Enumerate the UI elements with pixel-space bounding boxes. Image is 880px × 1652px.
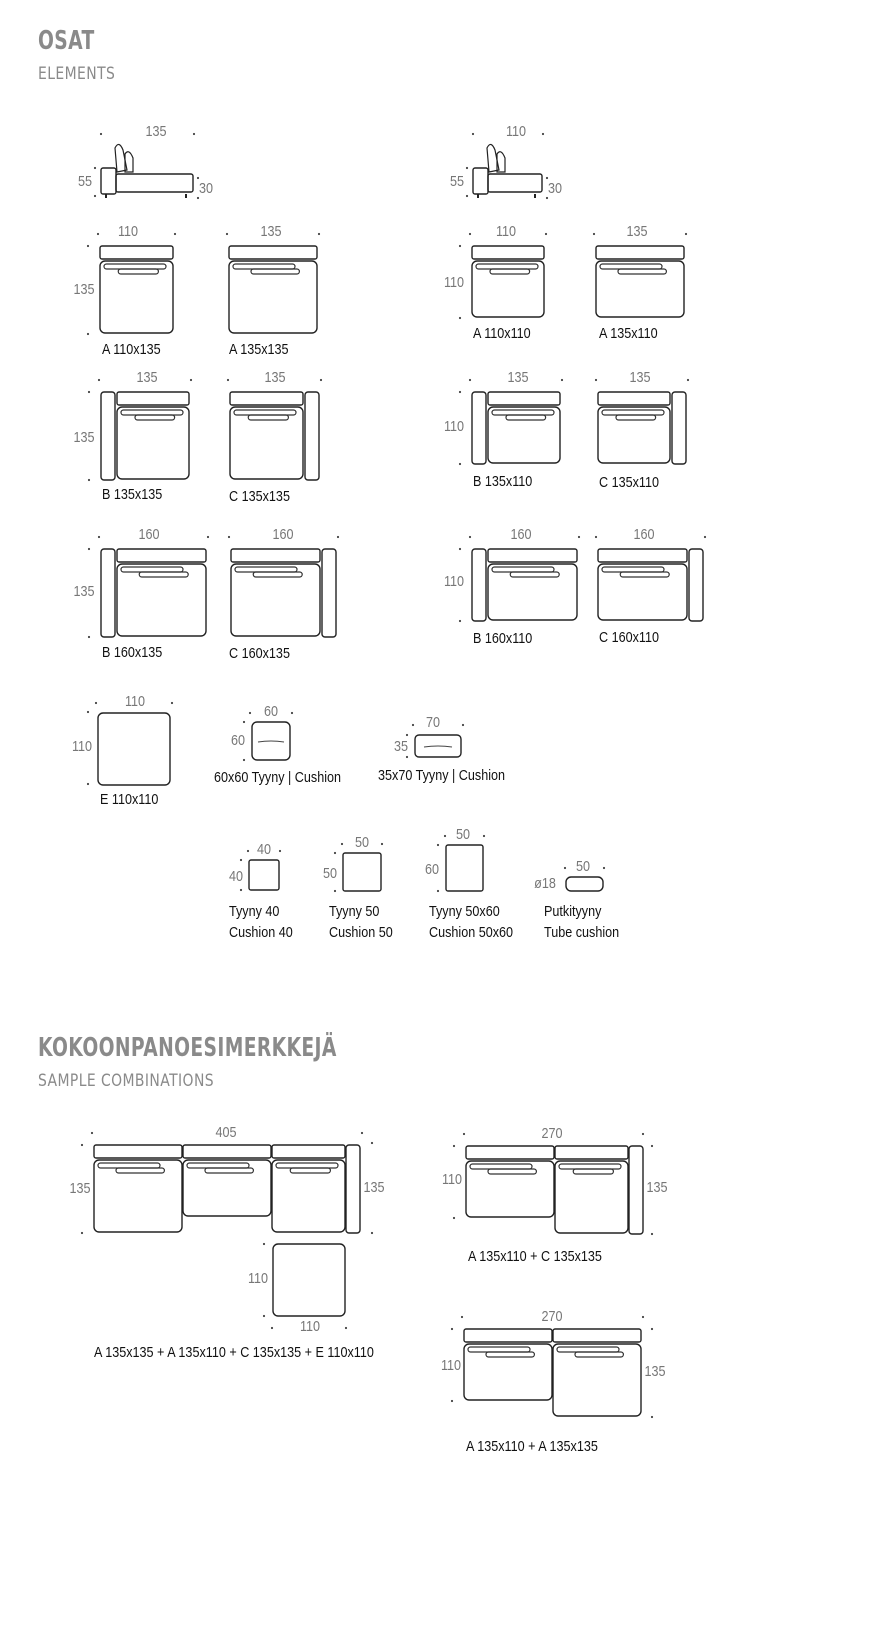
- module-width-dimension: 135: [264, 369, 286, 386]
- dimension-dot: [197, 177, 199, 179]
- module-a-110x135: [87, 233, 176, 335]
- dimension-dot: [240, 859, 242, 861]
- small-cushion-width-dimension: 50: [455, 826, 471, 843]
- dimension-dot: [240, 889, 242, 891]
- section-subtitle-elements: ELEMENTS: [38, 64, 116, 84]
- module-c-160x135: [228, 536, 339, 637]
- back-cushion-roll: [559, 1164, 621, 1169]
- backrest-rail: [488, 392, 560, 405]
- dimension-dot: [228, 536, 230, 538]
- backrest-rail: [117, 392, 189, 405]
- combination-label: A 135x110 + A 135x135: [466, 1438, 598, 1455]
- module-width-dimension: 110: [117, 223, 139, 240]
- combination-label: A 135x110 + C 135x135: [468, 1248, 602, 1265]
- small-cushion-3: [437, 835, 485, 892]
- armrest: [472, 549, 486, 621]
- cushion-height-dimension: 35: [393, 738, 409, 755]
- dimension-dot: [444, 835, 446, 837]
- dimension-dot: [100, 133, 102, 135]
- module-label: C 135x110: [599, 474, 660, 491]
- dimension-dot: [279, 850, 281, 852]
- seat-cushion: [100, 261, 173, 333]
- dimension-dot: [406, 756, 408, 758]
- back-cushion-roll: [506, 415, 546, 420]
- backrest-rail: [555, 1146, 628, 1159]
- dimension-dot: [469, 536, 471, 538]
- dimension-dot: [94, 195, 96, 197]
- back-cushion-roll: [135, 415, 175, 420]
- combination-3: [451, 1316, 653, 1418]
- backrest-rail: [598, 392, 670, 405]
- dimension-dot: [459, 463, 461, 465]
- dimension-dot: [88, 391, 90, 393]
- back-cushion-roll: [492, 567, 554, 572]
- module-c-135x135: [227, 379, 322, 480]
- back-cushion-roll: [575, 1352, 623, 1357]
- dimension-dot: [453, 1217, 455, 1219]
- side-height-dimension: 55: [449, 173, 465, 190]
- side-width-dimension: 110: [505, 123, 527, 140]
- back-cushion-roll: [98, 1163, 160, 1168]
- backrest-rail: [117, 549, 206, 562]
- module-width-dimension: 135: [507, 369, 529, 386]
- dimension-dot: [463, 1133, 465, 1135]
- module-depth-dimension: 110: [443, 418, 465, 435]
- dimension-dot: [94, 167, 96, 169]
- dimension-dot: [603, 867, 605, 869]
- dimension-dot: [371, 1232, 373, 1234]
- small-cushion-label-en: Cushion 50: [329, 924, 393, 941]
- dimension-dot: [542, 133, 544, 135]
- combination-2: [453, 1133, 653, 1235]
- backrest-rail: [598, 549, 687, 562]
- dimension-dot: [341, 843, 343, 845]
- dimension-dot: [345, 1327, 347, 1329]
- combination-width-dimension: 405: [215, 1124, 237, 1141]
- module-width-dimension: 160: [633, 526, 655, 543]
- small-cushion-height-dimension: 60: [424, 861, 440, 878]
- module-width-dimension: 160: [272, 526, 294, 543]
- backrest-rail: [231, 549, 320, 562]
- back-cushion-roll: [470, 1164, 532, 1169]
- side-seat-dimension: 30: [547, 180, 563, 197]
- module-width-dimension: 135: [626, 223, 648, 240]
- dimension-dot: [263, 1315, 265, 1317]
- small-cushion-label-fi: Tyyny 50x60: [429, 903, 500, 920]
- back-cushion-roll: [600, 264, 662, 269]
- dimension-dot: [197, 197, 199, 199]
- back-cushion-roll: [139, 572, 188, 577]
- cushion-width-dimension: 60: [263, 703, 279, 720]
- armrest: [629, 1146, 643, 1234]
- side-seat-dimension: 30: [198, 180, 214, 197]
- cushion-height-dimension: 60: [230, 732, 246, 749]
- dimension-dot: [361, 1132, 363, 1134]
- ottoman: [98, 713, 170, 785]
- backrest-rail: [100, 246, 173, 259]
- combination-label: A 135x135 + A 135x110 + C 135x135 + E 110x110: [94, 1344, 374, 1361]
- back-cushion-roll: [602, 410, 664, 415]
- backrest-rail: [464, 1329, 552, 1342]
- module-label: A 110x110: [473, 325, 531, 342]
- dimension-dot: [704, 536, 706, 538]
- back-cushion-roll: [510, 572, 559, 577]
- combination-depth-dimension: 135: [69, 1180, 91, 1197]
- module-b-160x135: [88, 536, 209, 638]
- dimension-dot: [651, 1233, 653, 1235]
- side-seat: [116, 174, 193, 192]
- dimension-dot: [437, 890, 439, 892]
- cushion-label: 60x60 Tyyny | Cushion: [214, 769, 342, 786]
- dimension-dot: [483, 835, 485, 837]
- armrest: [672, 392, 686, 464]
- dimension-dot: [263, 1243, 265, 1245]
- module-depth-dimension: 110: [443, 573, 465, 590]
- armrest: [472, 392, 486, 464]
- backrest-rail: [230, 392, 303, 405]
- seat-cushion: [230, 407, 303, 479]
- dimension-dot: [545, 233, 547, 235]
- dimension-dot: [87, 711, 89, 713]
- small-cushion-label-fi: Tyyny 40: [229, 903, 280, 920]
- dimension-dot: [651, 1328, 653, 1330]
- side-seat: [488, 174, 542, 192]
- small-cushion-label-fi: Tyyny 50: [329, 903, 380, 920]
- dimension-dot: [459, 317, 461, 319]
- module-width-dimension: 160: [510, 526, 532, 543]
- seat-cushion: [94, 1160, 182, 1232]
- dimension-dot: [98, 536, 100, 538]
- backrest-rail: [553, 1329, 641, 1342]
- dimension-dot: [334, 852, 336, 854]
- small-cushion-width-dimension: 40: [256, 841, 272, 858]
- dimension-dot: [459, 391, 461, 393]
- dimension-dot: [642, 1133, 644, 1135]
- ottoman-label: E 110x110: [100, 791, 159, 808]
- dimension-dot: [249, 712, 251, 714]
- dimension-dot: [171, 702, 173, 704]
- dimension-dot: [561, 379, 563, 381]
- back-cushion-roll: [620, 572, 669, 577]
- dimension-dot: [243, 721, 245, 723]
- dimension-dot: [88, 548, 90, 550]
- side-view-1: [94, 133, 199, 199]
- small-cushion-label-en: Tube cushion: [544, 924, 620, 941]
- module-width-dimension: 160: [138, 526, 160, 543]
- dimension-dot: [437, 844, 439, 846]
- armrest: [346, 1145, 360, 1233]
- small-cushion-width-dimension: 50: [575, 858, 591, 875]
- backrest-rail: [229, 246, 317, 259]
- dimension-dot: [453, 1145, 455, 1147]
- cushion-width-dimension: 70: [425, 714, 441, 731]
- section-title-elements: OSAT: [38, 26, 95, 56]
- backrest-rail: [596, 246, 684, 259]
- back-cushion-roll: [235, 567, 297, 572]
- module-label: C 160x110: [599, 629, 660, 646]
- dimension-dot: [95, 702, 97, 704]
- ottoman-width-dimension: 110: [299, 1318, 321, 1335]
- backrest-rail: [94, 1145, 182, 1158]
- dimension-dot: [578, 536, 580, 538]
- dimension-dot: [87, 333, 89, 335]
- dimension-dot: [381, 843, 383, 845]
- dimension-dot: [81, 1144, 83, 1146]
- ottoman-width-dimension: 110: [124, 693, 146, 710]
- seat-cushion: [229, 261, 317, 333]
- back-cushion-roll: [121, 567, 183, 572]
- combination-depth-dimension: 135: [644, 1363, 666, 1380]
- combination-1: [81, 1132, 373, 1329]
- small-cushion-label-en: Cushion 50x60: [429, 924, 514, 941]
- cushion-label: 35x70 Tyyny | Cushion: [378, 767, 506, 784]
- dimension-dot: [469, 379, 471, 381]
- module-label: B 135x110: [473, 473, 533, 490]
- back-cushion-roll: [488, 1169, 536, 1174]
- dimension-dot: [466, 167, 468, 169]
- dimension-dot: [81, 1232, 83, 1234]
- armrest: [101, 549, 115, 637]
- dimension-dot: [318, 233, 320, 235]
- dimension-dot: [87, 783, 89, 785]
- module-a-110x110: [459, 233, 547, 319]
- module-depth-dimension: 110: [443, 274, 465, 291]
- module-c-135x110: [595, 379, 689, 464]
- small-cushion-height-dimension: ø18: [534, 875, 556, 892]
- dimension-dot: [459, 548, 461, 550]
- side-back: [101, 168, 116, 194]
- ottoman-e: [87, 702, 173, 785]
- module-b-135x110: [459, 379, 563, 465]
- side-back: [473, 168, 488, 194]
- module-label: C 135x135: [229, 488, 290, 505]
- module-label: B 160x110: [473, 630, 533, 647]
- back-cushion-roll: [104, 264, 166, 269]
- dimension-dot: [174, 233, 176, 235]
- module-a-135x110: [593, 233, 687, 317]
- dimension-dot: [227, 379, 229, 381]
- combination-depth-dimension: 110: [441, 1171, 463, 1188]
- module-depth-dimension: 135: [73, 429, 95, 446]
- section-title-combinations: KOKOONPANOESIMERKKEJÄ: [38, 1033, 337, 1063]
- dimension-dot: [207, 536, 209, 538]
- back-cushion-roll: [573, 1169, 613, 1174]
- backrest-rail: [472, 246, 544, 259]
- module-depth-dimension: 135: [73, 583, 95, 600]
- backrest-rail: [272, 1145, 345, 1158]
- seat-cushion: [553, 1344, 641, 1416]
- backrest-rail: [488, 549, 577, 562]
- module-label: C 160x135: [229, 645, 290, 662]
- combination-depth-dimension: 135: [363, 1179, 385, 1196]
- dimension-dot: [459, 620, 461, 622]
- small-cushion-width-dimension: 50: [354, 834, 370, 851]
- back-cushion-roll: [616, 415, 656, 420]
- armrest: [322, 549, 336, 637]
- seat-cushion: [555, 1161, 628, 1233]
- dimension-dot: [461, 1316, 463, 1318]
- dimension-dot: [243, 759, 245, 761]
- back-cushion-roll: [557, 1347, 619, 1352]
- dimension-dot: [247, 850, 249, 852]
- small-cushion-shape: [249, 860, 279, 890]
- ottoman: [273, 1244, 345, 1316]
- dimension-dot: [685, 233, 687, 235]
- back-cushion-roll: [468, 1347, 530, 1352]
- dimension-dot: [88, 479, 90, 481]
- small-cushion-label-fi: Putkityyny: [544, 903, 602, 920]
- dimension-dot: [462, 724, 464, 726]
- dimension-dot: [595, 536, 597, 538]
- dimension-dot: [97, 233, 99, 235]
- back-cushion-roll: [187, 1163, 249, 1168]
- dimension-dot: [98, 379, 100, 381]
- back-cushion-roll: [205, 1168, 253, 1173]
- dimension-dot: [459, 245, 461, 247]
- dimension-dot: [595, 379, 597, 381]
- module-depth-dimension: 135: [73, 281, 95, 298]
- dimension-dot: [412, 724, 414, 726]
- back-cushion-roll: [476, 264, 538, 269]
- side-width-dimension: 135: [144, 123, 167, 140]
- combination-depth-dimension: 135: [646, 1179, 668, 1196]
- back-cushion-roll: [486, 1352, 534, 1357]
- dimension-dot: [334, 890, 336, 892]
- ottoman-depth-dimension: 110: [247, 1270, 269, 1287]
- dimension-dot: [651, 1145, 653, 1147]
- back-cushion-roll: [618, 269, 666, 274]
- back-cushion-roll: [490, 269, 530, 274]
- combination-depth-dimension: 110: [440, 1357, 462, 1374]
- module-label: A 110x135: [102, 341, 161, 358]
- back-cushion-roll: [121, 410, 183, 415]
- back-cushion-roll: [248, 415, 288, 420]
- seat-cushion: [117, 564, 206, 636]
- back-cushion-roll: [116, 1168, 164, 1173]
- dimension-dot: [337, 536, 339, 538]
- armrest: [689, 549, 703, 621]
- dimension-dot: [226, 233, 228, 235]
- dimension-dot: [406, 734, 408, 736]
- module-label: A 135x110: [599, 325, 658, 342]
- cushion-seam: [258, 741, 284, 742]
- dimension-dot: [291, 712, 293, 714]
- armrest: [305, 392, 319, 480]
- module-width-dimension: 110: [495, 223, 517, 240]
- dimension-dot: [271, 1327, 273, 1329]
- ottoman-depth-dimension: 110: [71, 738, 93, 755]
- small-cushion-height-dimension: 40: [228, 868, 244, 885]
- module-label: B 160x135: [102, 644, 163, 661]
- dimension-dot: [91, 1132, 93, 1134]
- dimension-dot: [564, 867, 566, 869]
- back-cushion-roll: [276, 1163, 338, 1168]
- module-a-135x135: [226, 233, 320, 333]
- module-label: A 135x135: [229, 341, 289, 358]
- armrest: [101, 392, 115, 480]
- small-cushion-label-en: Cushion 40: [229, 924, 293, 941]
- side-view-2: [466, 133, 548, 199]
- small-cushion-shape: [446, 845, 483, 891]
- back-cushion-roll: [118, 269, 158, 274]
- side-height-dimension: 55: [77, 173, 93, 190]
- dimension-dot: [190, 379, 192, 381]
- module-width-dimension: 135: [260, 223, 282, 240]
- seat-cushion: [272, 1160, 345, 1232]
- module-c-160x110: [595, 536, 706, 621]
- dimension-dot: [472, 133, 474, 135]
- dimension-dot: [193, 133, 195, 135]
- module-width-dimension: 135: [629, 369, 651, 386]
- module-width-dimension: 135: [136, 369, 158, 386]
- dimension-dot: [642, 1316, 644, 1318]
- combination-width-dimension: 270: [541, 1308, 563, 1325]
- dimension-dot: [87, 245, 89, 247]
- dimension-dot: [687, 379, 689, 381]
- dimension-dot: [546, 177, 548, 179]
- combination-width-dimension: 270: [541, 1125, 563, 1142]
- dimension-dot: [88, 636, 90, 638]
- small-cushion-shape: [566, 877, 603, 891]
- dimension-dot: [371, 1142, 373, 1144]
- back-cushion-roll: [290, 1168, 330, 1173]
- dimension-dot: [593, 233, 595, 235]
- small-cushion-shape: [343, 853, 381, 891]
- module-label: B 135x135: [102, 486, 163, 503]
- back-cushion-roll: [251, 269, 299, 274]
- dimension-dot: [469, 233, 471, 235]
- seat-cushion: [117, 407, 189, 479]
- section-subtitle-combinations: SAMPLE COMBINATIONS: [38, 1071, 215, 1091]
- dimension-dot: [466, 195, 468, 197]
- backrest-rail: [466, 1146, 554, 1159]
- small-cushion-height-dimension: 50: [322, 865, 338, 882]
- backrest-rail: [183, 1145, 271, 1158]
- dimension-dot: [651, 1416, 653, 1418]
- seat-cushion: [231, 564, 320, 636]
- back-cushion-roll: [233, 264, 295, 269]
- dimension-dot: [546, 197, 548, 199]
- cushion-seam: [424, 746, 452, 747]
- back-cushion-roll: [253, 572, 302, 577]
- dimension-dot: [320, 379, 322, 381]
- back-cushion-roll: [492, 410, 554, 415]
- back-cushion-roll: [234, 410, 296, 415]
- module-b-160x110: [459, 536, 580, 622]
- dimension-dot: [451, 1400, 453, 1402]
- back-cushion-roll: [602, 567, 664, 572]
- dimension-dot: [451, 1328, 453, 1330]
- module-b-135x135: [88, 379, 192, 481]
